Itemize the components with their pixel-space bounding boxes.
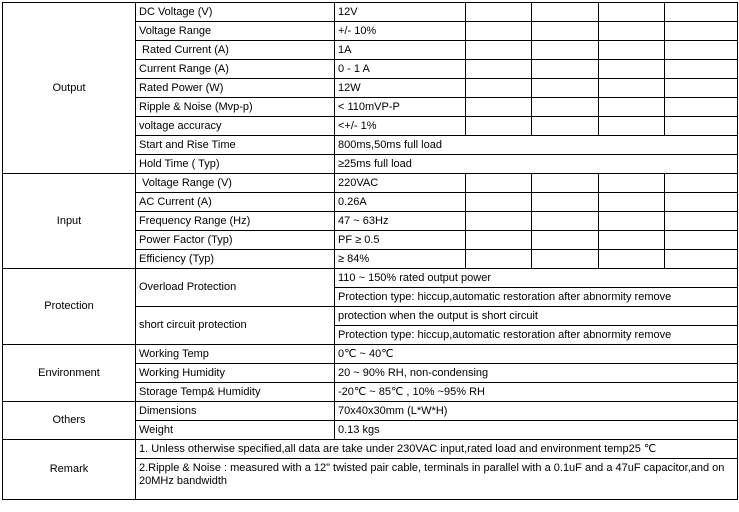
empty-cell [532, 250, 599, 269]
table-row [3, 345, 738, 364]
empty-cell [665, 250, 738, 269]
param-label: Voltage Range [136, 22, 335, 41]
param-value: protection when the output is short circuit [335, 307, 738, 326]
empty-cell [665, 79, 738, 98]
empty-cell [532, 98, 599, 117]
section-label-others: Others [3, 402, 136, 440]
param-value: 1A [335, 41, 466, 60]
empty-cell [599, 231, 665, 250]
empty-cell [466, 231, 532, 250]
table-row [3, 3, 738, 22]
empty-cell [665, 3, 738, 22]
param-value: 20 ~ 90% RH, non-condensing [335, 364, 738, 383]
empty-cell [665, 231, 738, 250]
empty-cell [466, 193, 532, 212]
empty-cell [532, 231, 599, 250]
param-value: < 110mVP-P [335, 98, 466, 117]
empty-cell [599, 79, 665, 98]
param-value: 800ms,50ms full load [335, 136, 738, 155]
table-row [3, 174, 738, 193]
param-value: ≥25ms full load [335, 155, 738, 174]
param-label: Dimensions [136, 402, 335, 421]
empty-cell [466, 22, 532, 41]
empty-cell [599, 22, 665, 41]
param-label: Voltage Range (V) [136, 174, 335, 193]
empty-cell [665, 117, 738, 136]
param-value: 70x40x30mm (L*W*H) [335, 402, 738, 421]
empty-cell [599, 41, 665, 60]
empty-cell [466, 60, 532, 79]
empty-cell [665, 60, 738, 79]
param-value: 110 ~ 150% rated output power [335, 269, 738, 288]
empty-cell [532, 22, 599, 41]
param-value: 0 - 1 A [335, 60, 466, 79]
empty-cell [532, 41, 599, 60]
param-label: AC Current (A) [136, 193, 335, 212]
empty-cell [466, 250, 532, 269]
empty-cell [665, 174, 738, 193]
param-label: voltage accuracy [136, 117, 335, 136]
empty-cell [466, 79, 532, 98]
param-value: 0.13 kgs [335, 421, 738, 440]
empty-cell [466, 98, 532, 117]
table-row [3, 269, 738, 288]
empty-cell [532, 117, 599, 136]
empty-cell [466, 41, 532, 60]
table-row [3, 402, 738, 421]
param-label: Start and Rise Time [136, 136, 335, 155]
empty-cell [665, 98, 738, 117]
empty-cell [599, 60, 665, 79]
param-label: Working Humidity [136, 364, 335, 383]
param-value: 0℃ ~ 40℃ [335, 345, 738, 364]
empty-cell [532, 174, 599, 193]
empty-cell [665, 193, 738, 212]
param-value: 220VAC [335, 174, 466, 193]
param-label: Rated Power (W) [136, 79, 335, 98]
param-value: -20℃ ~ 85℃ , 10% ~95% RH [335, 383, 738, 402]
param-label: Frequency Range (Hz) [136, 212, 335, 231]
param-label: Ripple & Noise (Mvp-p) [136, 98, 335, 117]
empty-cell [532, 3, 599, 22]
spec-table [2, 2, 738, 500]
empty-cell [599, 193, 665, 212]
empty-cell [466, 212, 532, 231]
section-label-environment: Environment [3, 345, 136, 402]
param-label: Weight [136, 421, 335, 440]
empty-cell [532, 60, 599, 79]
param-value: 47 ~ 63Hz [335, 212, 466, 231]
empty-cell [599, 117, 665, 136]
empty-cell [466, 117, 532, 136]
param-value: <+/- 1% [335, 117, 466, 136]
empty-cell [665, 212, 738, 231]
param-value: +/- 10% [335, 22, 466, 41]
param-label: Rated Current (A) [136, 41, 335, 60]
remark-note-1: 1. Unless otherwise specified,all data are take under 230VAC input,rated load and environment temp25 ℃ [136, 440, 738, 459]
empty-cell [599, 250, 665, 269]
section-label-remark: Remark [3, 440, 136, 500]
section-label-input: Input [3, 174, 136, 269]
empty-cell [665, 41, 738, 60]
empty-cell [466, 174, 532, 193]
empty-cell [532, 79, 599, 98]
param-label: Efficiency (Typ) [136, 250, 335, 269]
param-value: Protection type: hiccup,automatic restoration after abnormity remove [335, 326, 738, 345]
param-label: Power Factor (Typ) [136, 231, 335, 250]
param-label: Current Range (A) [136, 60, 335, 79]
empty-cell [599, 3, 665, 22]
table-row [3, 440, 738, 459]
section-label-protection: Protection [3, 269, 136, 345]
section-label-output: Output [3, 3, 136, 174]
empty-cell [466, 3, 532, 22]
param-label: Overload Protection [136, 269, 335, 307]
empty-cell [532, 212, 599, 231]
param-label: short circuit protection [136, 307, 335, 345]
param-label: Storage Temp& Humidity [136, 383, 335, 402]
param-label: DC Voltage (V) [136, 3, 335, 22]
empty-cell [599, 212, 665, 231]
param-label: Working Temp [136, 345, 335, 364]
param-value: Protection type: hiccup,automatic restoration after abnormity remove [335, 288, 738, 307]
empty-cell [532, 193, 599, 212]
param-value: 12W [335, 79, 466, 98]
param-value: PF ≥ 0.5 [335, 231, 466, 250]
param-value: ≥ 84% [335, 250, 466, 269]
empty-cell [599, 98, 665, 117]
remark-note-2: 2.Ripple & Noise : measured with a 12" twisted pair cable, terminals in parallel with a 0.1uF and a 47uF capacitor,and on 20MHz bandwidth [136, 459, 738, 500]
param-value: 0.26A [335, 193, 466, 212]
param-label: Hold Time ( Typ) [136, 155, 335, 174]
empty-cell [599, 174, 665, 193]
param-value: 12V [335, 3, 466, 22]
empty-cell [665, 22, 738, 41]
